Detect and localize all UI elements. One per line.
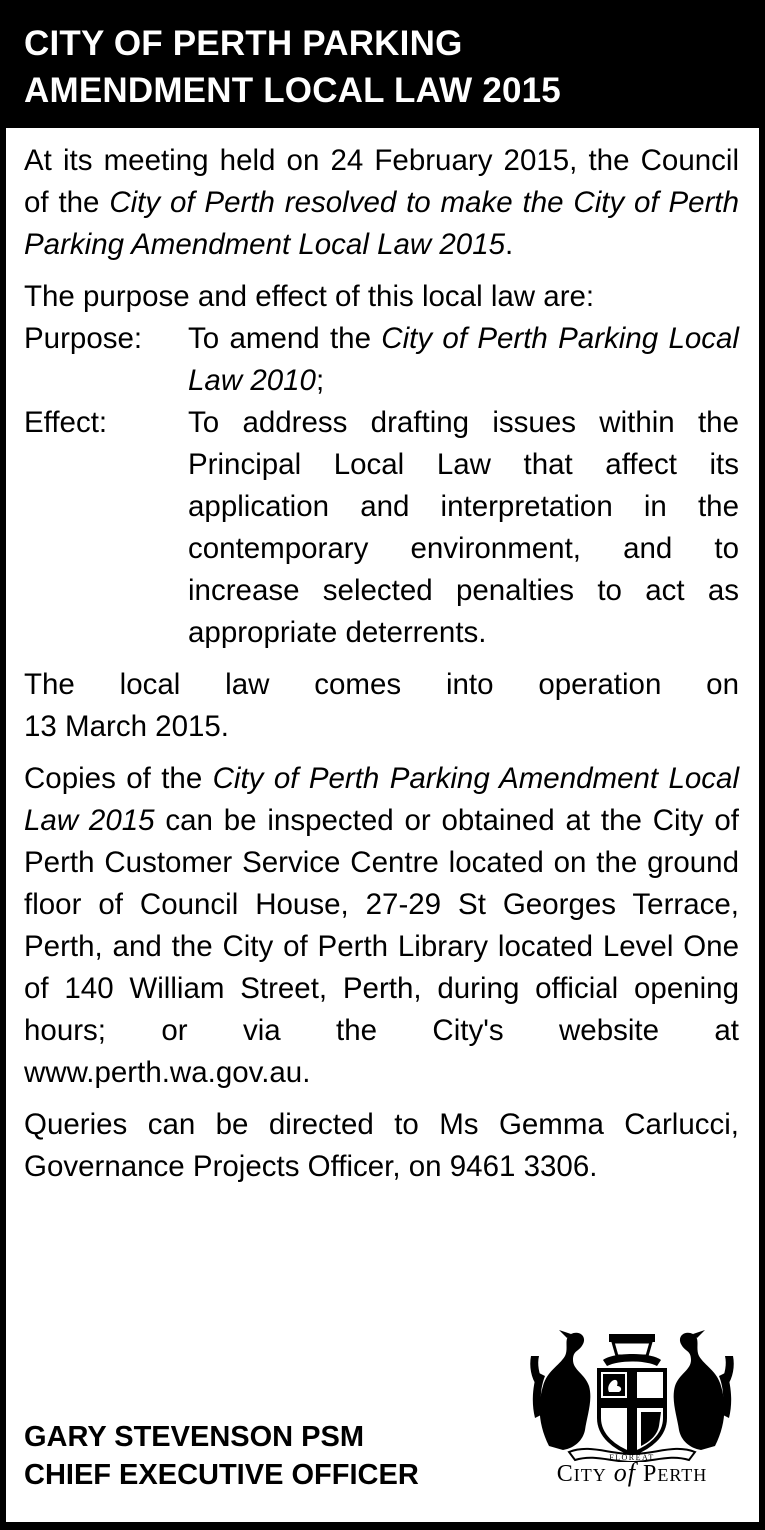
signature-block bbox=[24, 1418, 419, 1494]
effect-label: Effect: bbox=[24, 406, 108, 439]
purpose-text-end: ; bbox=[315, 364, 325, 397]
copies-text-rest: can be inspected or obtained at the City of Perth Customer Service Centre located on the ground floor of Council House, 27-29 St Georges Terrace, Perth, and the City of Perth Library located Level One of 140 William Street, Perth, during official opening hours; or via the City's website at www.perth.wa.gov.au. bbox=[24, 804, 739, 1089]
operation-paragraph bbox=[24, 664, 739, 748]
purpose-label: Purpose: bbox=[24, 322, 143, 355]
purpose-italic-text: City of Perth Parking Local Law 2010 bbox=[188, 322, 739, 397]
logo-motto: FLOREAT bbox=[609, 1453, 655, 1462]
purpose-text: To amend the bbox=[188, 322, 382, 355]
logo-of: of bbox=[613, 1458, 636, 1487]
logo-c: C bbox=[556, 1461, 574, 1487]
intro-italic-text: City of Perth resolved to make the City of Perth Parking Amendment Local Law 2015 bbox=[24, 186, 739, 261]
intro-text-end: . bbox=[505, 228, 514, 261]
operation-line1: The local law comes into operation on bbox=[24, 668, 739, 701]
signatory-name: GARY STEVENSON PSM bbox=[24, 1421, 365, 1453]
logo-erth: ERTH bbox=[657, 1465, 708, 1485]
coat-of-arms-icon bbox=[529, 1326, 735, 1462]
operation-line2: 13 March 2015. bbox=[24, 710, 229, 743]
logo-wordmark bbox=[529, 1452, 735, 1496]
copies-paragraph bbox=[24, 758, 739, 1094]
copies-italic-text: City of Perth Parking Amendment Local Law 2015 bbox=[24, 762, 740, 837]
city-of-perth-logo bbox=[529, 1326, 735, 1488]
intro-paragraph bbox=[24, 140, 739, 266]
notice-title-line2: AMENDMENT LOCAL LAW 2015 bbox=[24, 71, 561, 110]
signatory-title: CHIEF EXECUTIVE OFFICER bbox=[24, 1459, 419, 1491]
notice-title-line1: CITY OF PERTH PARKING bbox=[24, 24, 463, 63]
notice-header bbox=[6, 0, 759, 128]
copies-text: Copies of the bbox=[24, 762, 213, 795]
purpose-intro: The purpose and effect of this local law are: bbox=[24, 280, 595, 313]
intro-text: At its meeting held on 24 February 2015, the Council of the bbox=[24, 144, 739, 219]
effect-value: To address drafting issues within the Principal Local Law that affect its application and interpretation in the contemporary environment, and to increase selected penalties to act as appropriate deterrents. bbox=[188, 406, 739, 649]
purpose-row bbox=[24, 318, 739, 402]
queries-paragraph: Queries can be directed to Ms Gemma Carlucci, Governance Projects Officer, on 9461 3306. bbox=[24, 1108, 739, 1183]
logo-p: P bbox=[642, 1461, 658, 1487]
logo-ity: ITY bbox=[573, 1465, 607, 1485]
effect-row bbox=[24, 402, 739, 654]
notice-body bbox=[6, 128, 759, 1522]
purpose-value bbox=[188, 318, 739, 402]
